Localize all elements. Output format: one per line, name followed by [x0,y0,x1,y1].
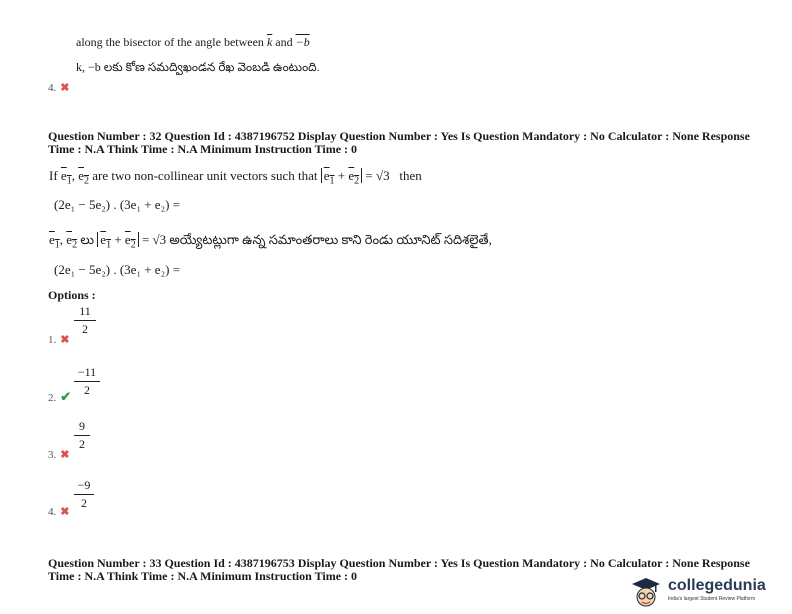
question-33-header-line-1: Question Number : 33 Question Id : 4387196753 Display Question Number : Yes Is Question Mandatory : No Calculator : None Response [48,556,750,570]
question-32-expression-telugu: (2e₁ − 5e₂) . (3e₁ + e₂) = [54,262,181,277]
question-33-header-line-2: Time : N.A Think Time : N.A Minimum Instruction Time : 0 [48,569,358,583]
cross-icon: ✖ [60,334,70,346]
question-32-middle-text: are two non-collinear unit vectors such that [92,168,318,183]
option-number: 4. [48,82,57,94]
and-text: and [275,35,293,49]
prev-option-4 [48,78,69,96]
e1-vector: $e_1$ [60,168,72,187]
abs-sum-telugu: $e_1 + e_2$ [97,232,138,247]
collegedunia-logo [628,575,788,609]
question-32-header-line-2: Time : N.A Think Time : N.A Minimum Instruction Time : 0 [48,142,358,156]
option-3-fraction: 9 2 [74,419,90,452]
options-label: Options : [48,288,96,302]
telugu-lu: లు [80,232,95,247]
comma: , [71,168,75,183]
logo-name: collegedunia [668,577,766,594]
cross-icon: ✖ [60,449,70,461]
e2-vector: $e_2$ [78,168,89,187]
option-2-fraction: −11 2 [74,365,100,398]
then-text: then [399,168,422,183]
question-32-expression: (2e₁ − 5e₂) . (3e₁ + e₂) = [54,197,181,212]
cross-icon: ✖ [60,82,70,94]
prev-question-english-line [76,35,310,50]
question-32-english [49,168,422,189]
option-1-fraction: 11 2 [74,304,96,337]
if-text: If [49,168,58,183]
equals-root-3: = √3 [365,168,390,183]
prev-question-telugu-line: k, −b లకు కోణ సమద్విఖండన రేఖ వెంబడి ఉంటుంది. [76,60,320,74]
prev-question-text: along the bisector of the angle between [76,35,264,49]
option-4[interactable]: 4. ✖ [48,506,70,518]
question-32-telugu-suffix: అయ్యేటట్లుగా ఉన్న సమాంతరాలు కాని రెండు యూనిట్ సదిశలైతే, [169,232,492,247]
question-32-header-line-1: Question Number : 32 Question Id : 4387196752 Display Question Number : Yes Is Question Mandatory : No Calculator : None Response [48,129,750,143]
e1-vector-telugu: $e_1$ [49,232,60,251]
option-3[interactable]: 3. ✖ [48,449,70,461]
option-2[interactable]: 2. ✔ [48,389,72,404]
vector-k: $\overline{k}$ [266,35,273,49]
abs-sum: $e_1 + e_2$ [321,168,362,183]
vector-minus-b: −b [295,35,310,49]
logo-tagline: India's largest Student Review Platform [668,596,756,602]
option-1[interactable]: 1. ✖ [48,334,70,346]
checkmark-icon: ✔ [60,389,72,404]
cross-icon: ✖ [60,506,70,518]
option-4-fraction: −9 2 [74,478,94,511]
graduate-mascot-icon [628,575,664,609]
question-32-telugu: $e_1$, $e_2$ లు $e_1 + e_2 = √3$ అయ్యేటట్లుగా ఉన్న సమాంతరాలు కాని రెండు యూనిట్ సదిశలైతే, [49,232,492,251]
e2-vector-telugu: $e_2$ [66,232,78,251]
